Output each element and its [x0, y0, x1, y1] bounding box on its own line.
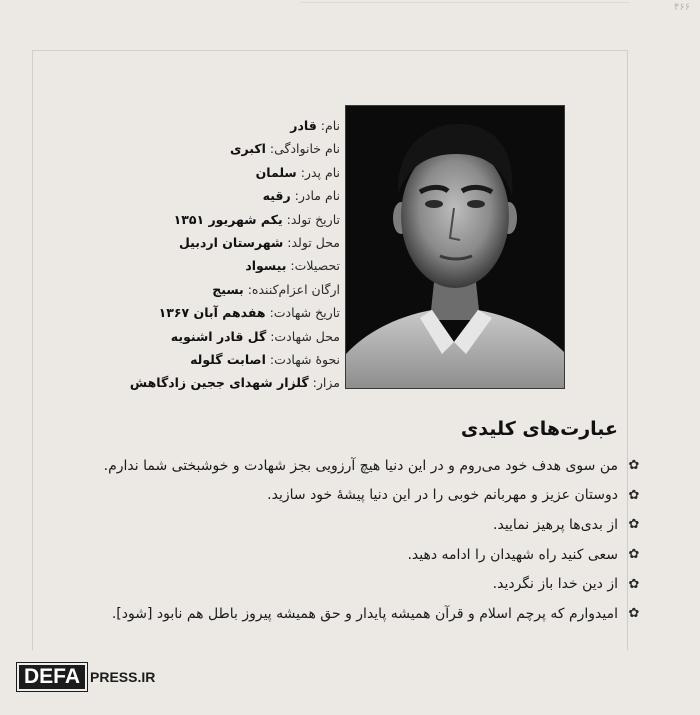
bio-martyrdom-place-row — [40, 325, 340, 348]
bio-birthplace-row — [40, 231, 340, 254]
bio-martyrdom-manner-label: نحوهٔ شهادت: — [269, 352, 340, 368]
biography-block — [40, 114, 340, 395]
bio-mother-row — [40, 184, 340, 207]
bio-martyrdom-manner-value: اصابت گلوله — [190, 352, 266, 368]
bio-birthplace-value: شهرستان اردبیل — [179, 235, 284, 251]
flower-bullet-icon: ✿ — [628, 517, 640, 533]
press-logo-text: PRESS.IR — [90, 669, 156, 685]
bio-father-value: سلمان — [255, 164, 297, 180]
key-phrase-text: دوستان عزیز و مهربانم خوبی را در این دنیا پیشهٔ خود سازید. — [267, 487, 618, 504]
bio-father-label: نام پدر: — [300, 164, 340, 180]
key-phrase-item — [30, 540, 642, 570]
key-phrase-text: من سوی هدف خود می‌روم و در این دنیا هیچ آرزویی بجز شهادت و خوشبختی شما ندارم. — [103, 457, 618, 474]
portrait-illustration — [346, 106, 564, 388]
flower-bullet-icon: ✿ — [628, 576, 640, 592]
bio-family-label: نام خانوادگی: — [269, 141, 340, 157]
bio-org-label: ارگان اعزام‌کننده: — [247, 281, 340, 297]
bio-birthdate-label: تاریخ تولد: — [286, 211, 340, 227]
bio-birthplace-label: محل تولد: — [287, 235, 340, 251]
key-phrase-item — [30, 569, 642, 599]
bio-burial-label: مزار: — [312, 375, 340, 391]
page-number: ۴۶۶ — [674, 2, 691, 13]
bio-name-value: قادر — [290, 118, 317, 133]
defa-logo-box — [17, 663, 87, 691]
bio-birthdate-value: یکم شهریور ۱۳۵۱ — [173, 211, 283, 227]
bio-mother-value: رقیه — [262, 188, 291, 204]
bio-org-value: بسیج — [212, 281, 244, 297]
bio-education-label: تحصیلات: — [290, 258, 340, 274]
defa-logo-text: DEFA — [24, 665, 81, 688]
key-phrase-item — [30, 451, 642, 481]
bio-martyrdom-manner-row — [40, 348, 340, 371]
bio-martyrdom-date-value: هفدهم آبان ۱۳۶۷ — [158, 305, 266, 321]
portrait-photo — [346, 106, 564, 388]
key-phrase-text: سعی کنید راه شهیدان را ادامه دهید. — [407, 546, 618, 563]
bio-mother-label: نام مادر: — [294, 188, 340, 204]
flower-bullet-icon: ✿ — [628, 487, 640, 503]
bio-org-row — [40, 278, 340, 301]
flower-bullet-icon: ✿ — [628, 547, 640, 563]
key-phrase-item — [30, 599, 642, 629]
bio-burial-value: گلزار شهدای ججین زادگاهش — [129, 375, 309, 391]
header-rule — [300, 2, 630, 15]
key-phrase-text: از دین خدا باز نگردید. — [492, 576, 618, 593]
flower-bullet-icon: ✿ — [628, 606, 640, 622]
flower-bullet-icon: ✿ — [628, 458, 640, 474]
bio-burial-row — [40, 371, 340, 394]
bio-education-value: بیسواد — [245, 258, 287, 274]
bio-education-row — [40, 254, 340, 277]
key-phrase-item — [30, 510, 642, 540]
bio-martyrdom-date-row — [40, 301, 340, 324]
bio-birthdate-row — [40, 208, 340, 231]
key-phrase-text: از بدی‌ها پرهیز نمایید. — [493, 516, 618, 533]
bio-father-row — [40, 161, 340, 184]
key-phrases-title: عبارت‌های کلیدی — [460, 418, 618, 440]
bio-martyrdom-place-value: گل قادر اشنویه — [170, 328, 267, 344]
key-phrase-item — [30, 481, 642, 511]
bio-name-label: نام: — [320, 118, 340, 133]
bio-martyrdom-place-label: محل شهادت: — [270, 328, 340, 344]
key-phrase-text: امیدوارم که پرچم اسلام و قرآن همیشه پایدار و حق همیشه پیروز باطل هم نابود [شود]. — [111, 605, 618, 622]
key-phrases-list — [30, 451, 642, 629]
bio-martyrdom-date-label: تاریخ شهادت: — [269, 305, 340, 321]
bio-family-value: اکبری — [230, 141, 266, 157]
bio-family-row — [40, 137, 340, 160]
frame-top-line — [32, 50, 628, 51]
bio-name-row — [40, 114, 340, 137]
defapress-watermark — [17, 663, 155, 691]
